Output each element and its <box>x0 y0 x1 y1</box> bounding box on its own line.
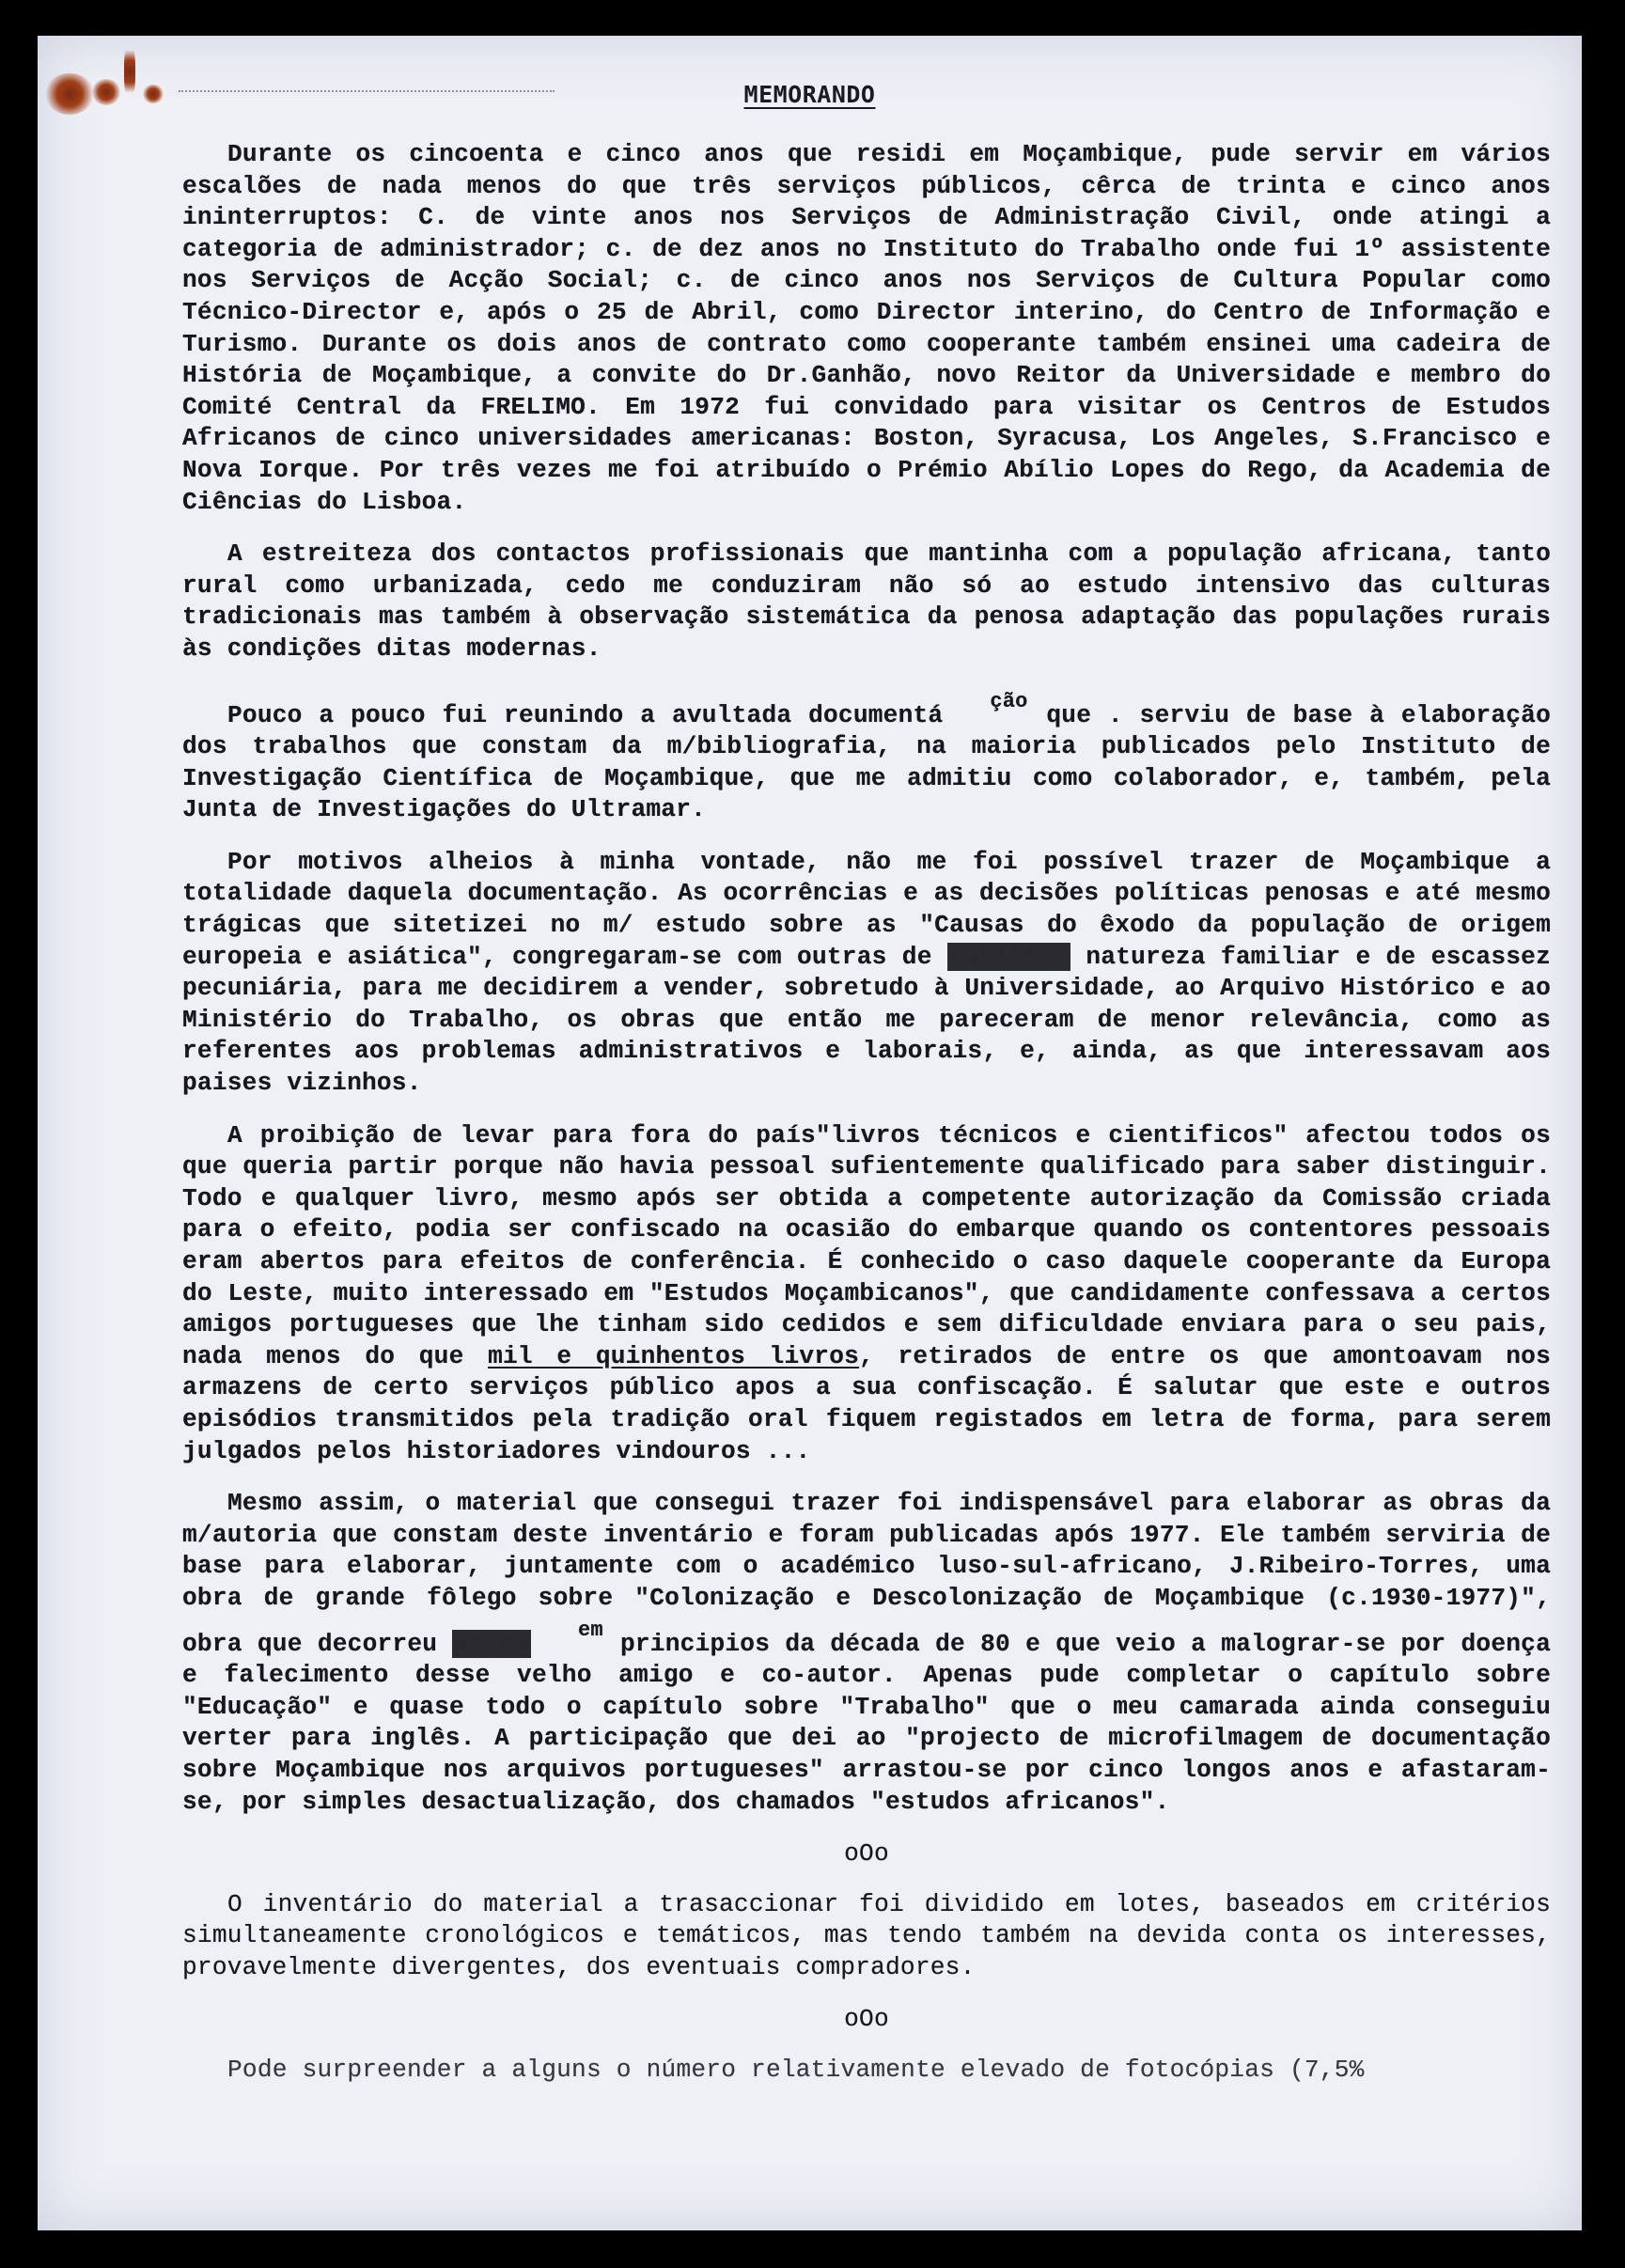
paragraph-text: Mesmo assim, o material que consegui trazer foi indispensável para elaborar as obras da m/autoria que constam deste inventário e foram publicadas após 1977. Ele também serviria de base para elaborar, juntamente com o académico luso-sul-africano, J.Ribeiro-Torres, uma obra de grande fôlego sobre "Colonização e Descolonização de Moçambique (c.1930-1977)", obra que decorreu <box>182 1489 1551 1658</box>
underlined-text: mil e quinhentos livros <box>488 1341 860 1370</box>
paper-sheet <box>38 36 1582 2230</box>
paragraph-last-line: Pode surpreender a alguns o número relativamente elevado de fotocópias (7,5% <box>227 2056 1365 2085</box>
paragraph-4 <box>182 847 1551 1100</box>
paragraph-text: A estreiteza dos contactos profissionais que mantinha com a população africana, tanto rural como urbanizada, cedo me conduziram não só ao estudo intensivo das culturas tradicionais mas também à observação sistemática da penosa adaptação das populações rurais às condições ditas modernas. <box>182 540 1551 663</box>
paragraph-3 <box>182 686 1551 826</box>
document-body <box>182 139 1551 2107</box>
paragraph-text: Pouco a pouco fui reunindo a avultada documentá <box>227 700 944 729</box>
handwritten-insertion: em <box>577 1618 603 1642</box>
paragraph-2 <box>182 539 1551 665</box>
paragraphs <box>182 139 1551 1818</box>
struck-out-word: familiar <box>948 942 1070 971</box>
paragraph-text: natureza familiar e de escassez pecuniária, para me decidirem a vender, sobretudo à Universidade, ao Arquivo Histórico e ao Ministério do Trabalho, os obras que então me pareceram de menor relevância, como as referentes aos problemas administrativos e laborais, e, ainda, as que interessavam aos paises vizinhos. <box>182 942 1551 1098</box>
paragraph-inventory: O inventário do material a trasaccionar foi dividido em lotes, baseados em critérios simultaneamente cronológicos e temáticos, mas tendo também na devida conta os interesses, provavelmente divergentes, dos eventuais compradores. <box>182 1889 1551 1981</box>
paragraph-text: A proibição de levar para fora do país"livros técnicos e cientificos" afectou todos os que queria partir porque não havia pessoal sufientemente qualificado para saber distinguir. Todo e qualquer livro, mesmo após ser obtida a competente autorização da Comissão criada para o efeito, podia ser confiscado na ocasião do embarque quando os contentores pessoais eram abertos para efeitos de conferência. É conhecido o caso daquele cooperante da Europa do Leste, muito interessado em "Estudos Moçambicanos", que candidamente confessava a certos amigos portugueses que lhe tinham sido cedidos e sem dificuldade enviara para o seu pais, nada menos do que <box>182 1120 1551 1370</box>
paragraph-text: que . serviu de base à elaboração dos trabalhos que constam da m/bibliografia, na maioria publicados pelo Instituto de Investigação Científica de Moçambique, que me admitiu como colaborador, e, também, pela Junta de Investigações do Ultramar. <box>182 700 1551 824</box>
separator: oOo <box>844 1839 889 1869</box>
paragraph-text: Por motivos alheios à minha vontade, não me foi possível trazer de Moçambique a totalidade daquela documentação. As ocorrências e as decisões políticas penosas e até mesmo trágicas que sitetizei no m/ estudo sobre as "Causas do êxodo da população de origem europeia e asiática", congregaram-se com outras de <box>182 847 1551 971</box>
paragraph-text: , retirados de entre os que amontoavam nos armazens de certo serviços público apos a sua confiscação. É salutar que este e outros episódios transmitidos pela tradição oral fiquem registados em letra de forma, para serem julgados pelos historiadores vindouros ... <box>182 1341 1551 1465</box>
paragraph-1 <box>182 139 1551 518</box>
title-text: MEMORANDO <box>743 81 876 108</box>
separator: oOo <box>844 2005 889 2034</box>
handwritten-insertion: ção <box>990 689 1028 713</box>
struck-out-word: entre <box>454 1629 529 1658</box>
document-title <box>38 81 1582 108</box>
paragraph-5 <box>182 1120 1551 1468</box>
paragraph-text: principios da década de 80 e que veio a malograr-se por doença e falecimento desse velho amigo e co-autor. Apenas pude completar o capítulo sobre "Educação" e quase todo o capítulo sobre "Trabalho" que o meu camarada ainda conseguiu verter para inglês. A participação que dei ao "projecto de microfilmagem de documentação sobre Moçambique nos arquivos portugueses" arrastou-se por cinco longos anos e afastaram-se, por simples desactualização, dos chamados "estudos africanos". <box>182 1629 1551 1816</box>
paragraph-6 <box>182 1488 1551 1818</box>
paragraph-text: Durante os cincoenta e cinco anos que residi em Moçambique, pude servir em vários escalões de nada menos do que três serviços públicos, cêrca de trinta e cinco anos ininterruptos: C. de vinte anos nos Serviços de Administração Civil, onde atingi a categoria de administrador; c. de dez anos no Instituto do Trabalho onde fui 1º assistente nos Serviços de Acção Social; c. de cinco anos nos Serviços de Cultura Popular como Técnico-Director e, após o 25 de Abril, como Director interino, do Centro de Informação e Turismo. Durante os dois anos de contrato como cooperante também ensinei uma cadeira de História de Moçambique, a convite do Dr.Ganhão, novo Reitor da Universidade e membro do Comité Central da FRELIMO. Em 1972 fui convidado para visitar os Centros de Estudos Africanos de cinco universidades americanas: Boston, Syracusa, Los Angeles, S.Francisco e Nova Iorque. Por três vezes me foi atribuído o Prémio Abílio Lopes do Rego, da Academia de Ciências do Lisboa. <box>182 140 1551 516</box>
